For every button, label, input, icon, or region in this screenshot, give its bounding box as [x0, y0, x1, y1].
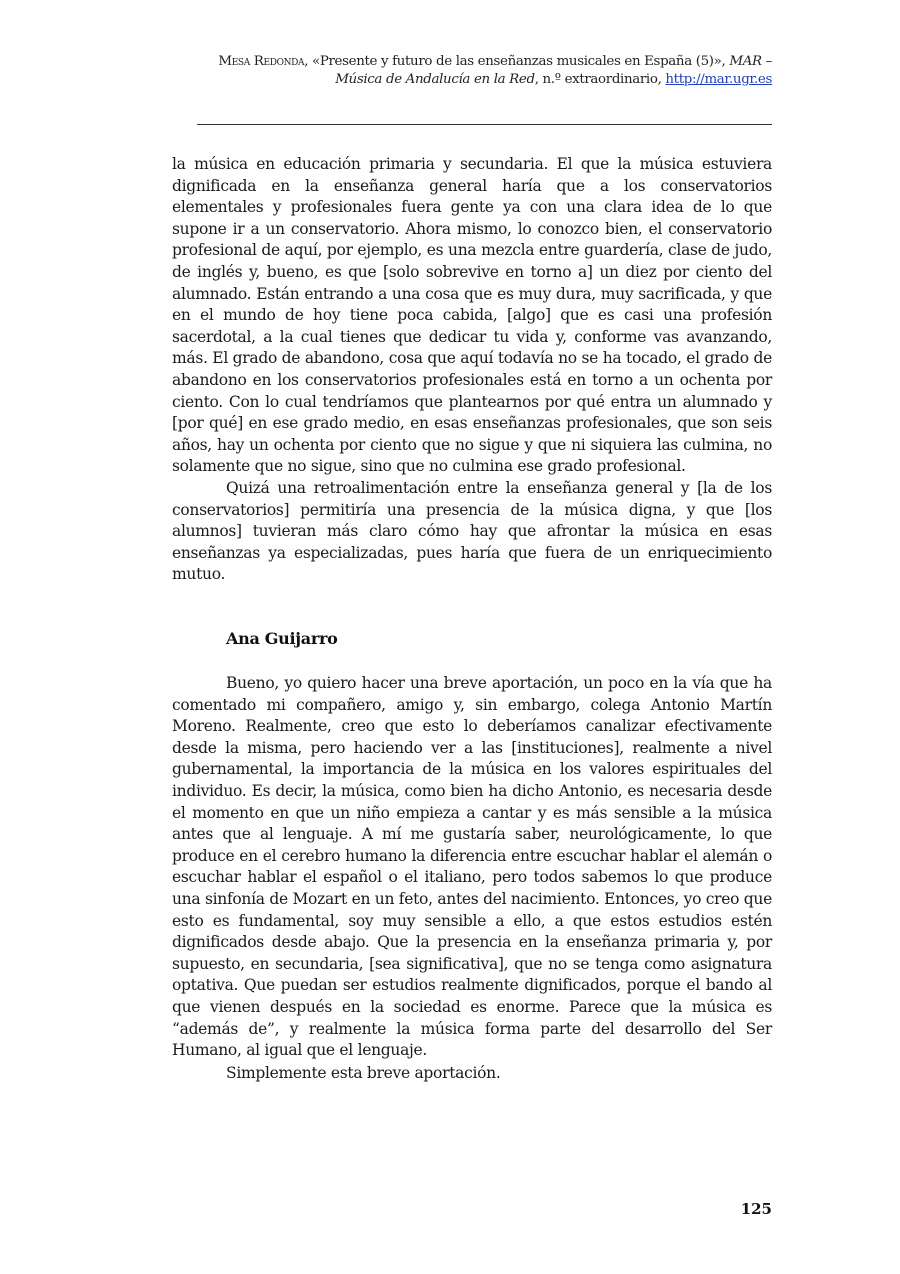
paragraph-closing: Simplemente esta breve aportación.: [226, 1064, 501, 1082]
speaker-name: Ana Guijarro: [226, 629, 338, 648]
page-number: 125: [740, 1200, 772, 1218]
header-issue: , n.º extraordinario,: [534, 72, 666, 87]
paragraph-continuation: la música en educación primaria y secundaria. El que la música estuviera dignificada en la enseñanza general haría que a los conservatorios elementales y profesionales fuera gente ya con una clara idea de lo que supone ir a un conservatorio. Ahora mismo, lo conozco bien, el conservatorio profesional de aquí, por ejemplo, es una mezcla entre guardería, clase de judo, de inglés y, bueno, es que [solo sobrevive en torno a] un diez por ciento del alumnado. Están entrando a una cosa que es muy dura, muy sacrificada, y que en el mundo de hoy tiene poca cabida, [algo] que es casi una profesión sacerdotal, a la cual tienes que dedicar tu vida y, conforme vas avanzando, más. El grado de abandono, cosa que aquí todavía no se ha tocado, el grado de abandono en los conservatorios profesionales está en torno a un ochenta por ciento. Con lo cual tendríamos que plantearnos por qué entra un alumnado y [por qué] en ese grado medio, en esas enseñanzas profesionales, que son seis años, hay un ochenta por ciento que no sigue y que ni siquiera las culmina, no solamente que no sigue, sino que no culmina ese grado profesional.: [172, 155, 772, 476]
header-title: , «Presente y futuro de las enseñanzas musicales en España (5)»,: [304, 54, 730, 69]
header-rule: [197, 124, 772, 125]
header-author: Mesa Redonda: [218, 54, 305, 69]
header-link[interactable]: http://mar.ugr.es: [665, 72, 772, 87]
paragraph-speaker-intervention: Bueno, yo quiero hacer una breve aportación, un poco en la vía que ha comentado mi compañero, amigo y, sin embargo, colega Antonio Martín Moreno. Realmente, creo que esto lo deberíamos canalizar efectivamente desde la misma, pero haciendo ver a las [instituciones], realmente a nivel gubernamental, la importancia de la música en los valores espirituales del individuo. Es decir, la música, como bien ha dicho Antonio, es necesaria desde el momento en que un niño empieza a cantar y es más sensible a la música antes que al lenguaje. A mí me gustaría saber, neurológicamente, lo que produce en el cerebro humano la diferencia entre escuchar hablar el alemán o escuchar hablar el español o el italiano, pero todos sabemos lo que produce una sinfonía de Mozart en un feto, antes del nacimiento. Entonces, yo creo que esto es fundamental, soy muy sensible a ello, a que estos estudios estén dignificados desde abajo. Que la presencia en la enseñanza primaria y, por supuesto, en secundaria, [sea significativa], que no se tenga como asignatura optativa. Que puedan ser estudios realmente dignificados, porque el bando al que vienen después en la sociedad es enorme. Parece que la música es “además de”, y realmente la música forma parte del desarrollo del Ser Humano, al igual que el lenguaje.: [172, 674, 772, 1060]
header-journal: MAR – Música de Andalucía en la Red: [335, 54, 772, 87]
running-header: [172, 53, 772, 89]
paragraph-retroalimentacion: Quizá una retroalimentación entre la enseñanza general y [la de los conservatorios] permitiría una presencia de la música digna, y que [los alumnos] tuvieran más claro cómo hay que afrontar la música en esas enseñanzas ya especializadas, pues haría que fuera de un enriquecimiento mutuo.: [172, 479, 772, 584]
